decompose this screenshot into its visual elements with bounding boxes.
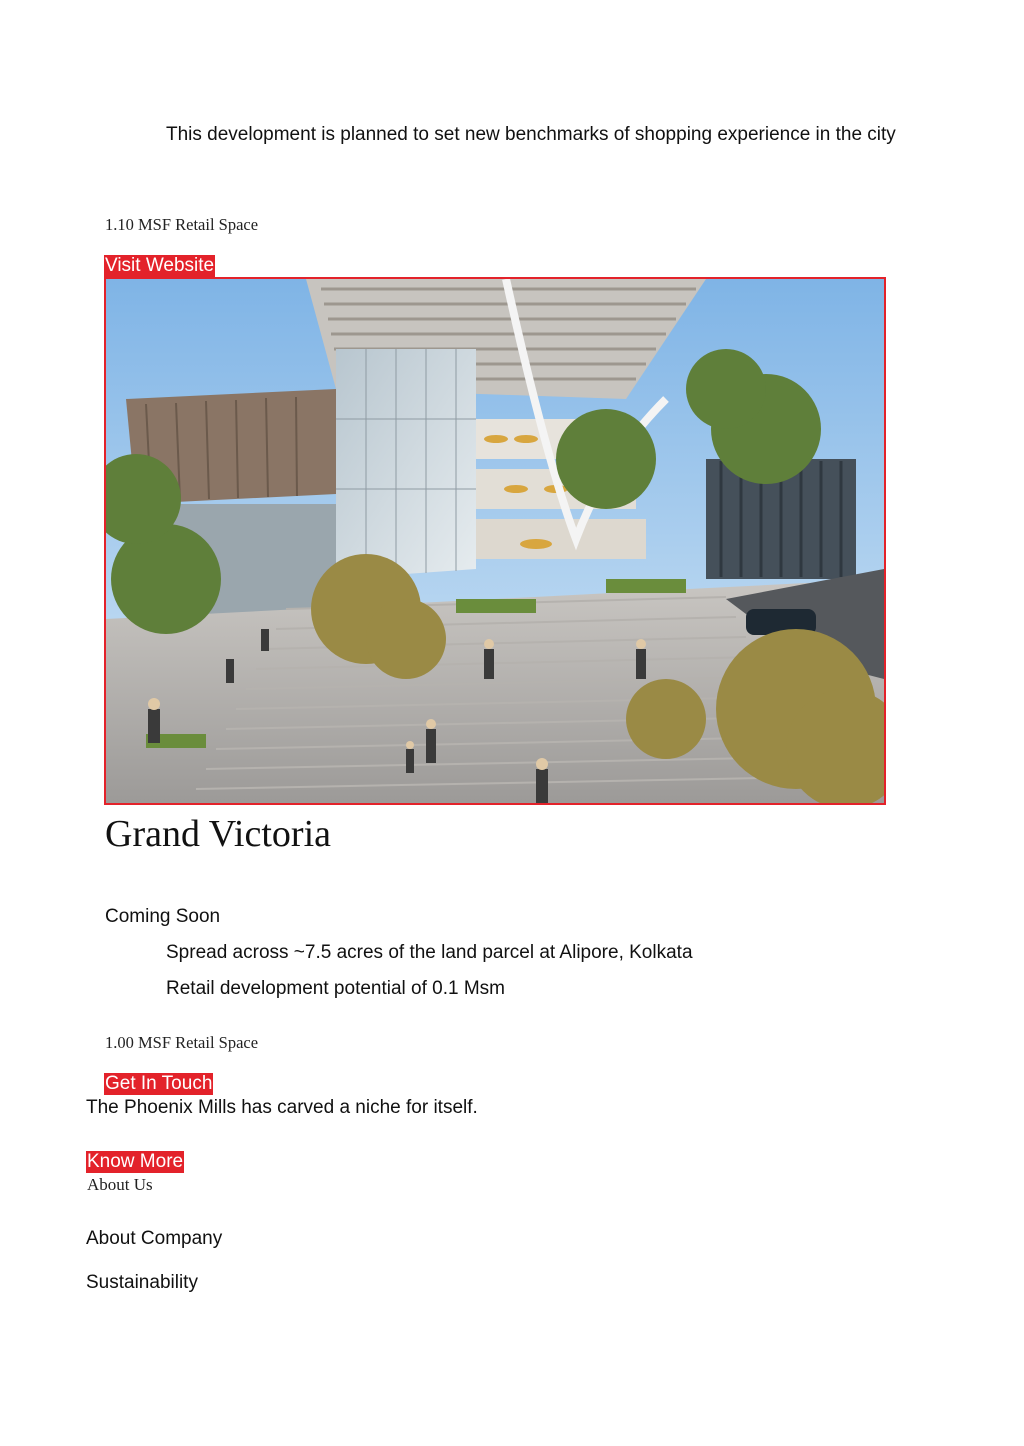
project-bullet: Spread across ~7.5 acres of the land parcel at Alipore, Kolkata: [166, 942, 693, 963]
intro-description: This development is planned to set new benchmarks of shopping experience in the city: [166, 124, 896, 145]
sustainability-link[interactable]: Sustainability: [86, 1272, 198, 1293]
mall-rendering: [106, 279, 884, 803]
project-status: Coming Soon: [105, 906, 221, 927]
hero-image: [104, 277, 886, 805]
intro-stat: 1.10 MSF Retail Space: [105, 215, 259, 234]
project-stat: 1.00 MSF Retail Space: [105, 1033, 259, 1052]
about-heading: About Us: [87, 1175, 153, 1194]
project-title: Grand Victoria: [105, 813, 331, 855]
get-in-touch-button[interactable]: Get In Touch: [105, 1073, 213, 1094]
project-bullet: Retail development potential of 0.1 Msm: [166, 978, 506, 999]
visit-website-button[interactable]: Visit Website: [105, 255, 215, 276]
about-tagline: The Phoenix Mills has carved a niche for itself.: [86, 1097, 478, 1118]
know-more-button[interactable]: Know More: [87, 1151, 184, 1172]
about-company-link[interactable]: About Company: [86, 1228, 223, 1249]
